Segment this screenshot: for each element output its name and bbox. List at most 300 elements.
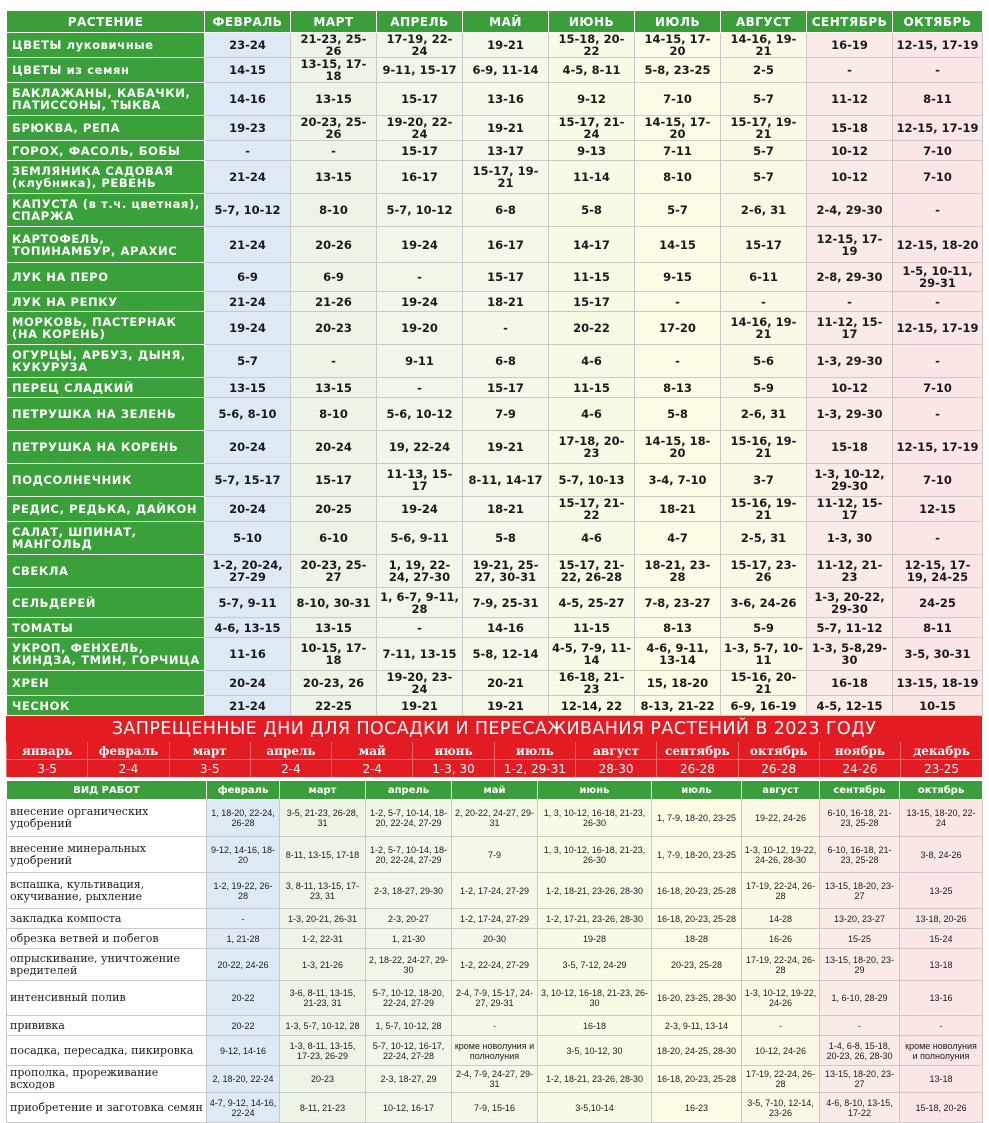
planting-dates-cell: 8-11 <box>893 618 983 638</box>
planting-dates-cell: 19-21 <box>377 696 463 716</box>
month-column-header: июнь <box>538 781 652 800</box>
work-dates-cell: 13-25 <box>900 873 983 909</box>
work-dates-cell: 1-3, 10-12, 19-22, 24-26, 28-30 <box>742 837 820 873</box>
planting-dates-cell: 14-16, 19-21 <box>721 312 807 345</box>
work-dates-cell: 1-2, 17-24, 27-29 <box>452 909 538 929</box>
plant-name: ПЕРЕЦ СЛАДКИЙ <box>7 378 205 398</box>
planting-dates-cell: - <box>291 141 377 161</box>
planting-dates-cell: 15-17, 19-21 <box>721 116 807 141</box>
planting-dates-cell: 2-5, 31 <box>721 522 807 555</box>
plant-name: УКРОП, ФЕНХЕЛЬ, КИНДЗА, ТМИН, ГОРЧИЦА <box>7 638 205 671</box>
planting-dates-cell: 7-11 <box>635 141 721 161</box>
work-dates-cell: 16-18 <box>538 1016 652 1036</box>
plant-column-header: РАСТЕНИЕ <box>7 11 205 33</box>
planting-dates-cell: 5-7 <box>721 141 807 161</box>
work-dates-cell: 1, 7-9, 18-20, 23-25 <box>652 800 742 837</box>
work-dates-cell: 1, 5-7, 10-12, 28 <box>366 1016 452 1036</box>
planting-dates-cell: 8-13 <box>635 618 721 638</box>
table-row <box>7 618 983 638</box>
work-dates-cell: 3-5, 7-12, 24-29 <box>538 949 652 981</box>
work-type: внесение минеральных удобрений <box>7 837 207 873</box>
work-type: посадка, пересадка, пикировка <box>7 1036 207 1066</box>
forbidden-days: 26-28 <box>738 760 819 778</box>
table-row <box>7 800 983 837</box>
work-dates-cell: 19-28 <box>538 929 652 949</box>
month-column-header: ИЮНЬ <box>549 11 635 33</box>
table-row <box>7 194 983 227</box>
planting-dates-cell: 20-22 <box>549 312 635 345</box>
work-dates-cell: 6-10, 16-18, 21-23, 25-28 <box>820 837 900 873</box>
planting-dates-cell: 5-7, 10-13 <box>549 464 635 497</box>
planting-dates-cell: 1-2, 20-24, 27-29 <box>205 555 291 588</box>
work-type: закладка компоста <box>7 909 207 929</box>
work-dates-cell: 8-11, 13-15, 17-18 <box>280 837 366 873</box>
planting-dates-cell: - <box>291 345 377 378</box>
planting-dates-cell: 5-7 <box>721 83 807 116</box>
plant-name: БАКЛАЖАНЫ, КАБАЧКИ, ПАТИССОНЫ, ТЫКВА <box>7 83 205 116</box>
works-header-row <box>7 781 983 800</box>
work-dates-cell: 3-5, 21-23, 26-28, 31 <box>280 800 366 837</box>
planting-dates-cell: 15-17, 19-21 <box>463 161 549 194</box>
plant-name: ЗЕМЛЯНИКА САДОВАЯ (клубника), РЕВЕНЬ <box>7 161 205 194</box>
planting-dates-cell: 5-8 <box>549 194 635 227</box>
work-dates-cell: 1-2, 5-7, 10-14, 18-20, 22-24, 27-29 <box>366 837 452 873</box>
work-dates-cell: - <box>820 1016 900 1036</box>
plant-name: МОРКОВЬ, ПАСТЕРНАК (НА КОРЕНЬ) <box>7 312 205 345</box>
planting-dates-cell: 20-25 <box>291 497 377 522</box>
work-type: обрезка ветвей и побегов <box>7 929 207 949</box>
forbidden-days: 2-4 <box>250 760 331 778</box>
planting-dates-cell: 16-18, 21-23 <box>549 671 635 696</box>
planting-dates-cell: 5-7, 10-12 <box>205 194 291 227</box>
work-dates-cell: 1-3, 10-12, 19-22, 24-26 <box>742 981 820 1016</box>
planting-dates-cell: 8-13, 21-22 <box>635 696 721 716</box>
forbidden-days: 2-4 <box>332 760 413 778</box>
planting-dates-cell: 8-10 <box>291 194 377 227</box>
table-row <box>7 909 983 929</box>
planting-dates-cell: 21-23, 25-26 <box>291 33 377 58</box>
forbidden-months-row <box>7 742 983 760</box>
plant-name: ЦВЕТЫ луковичные <box>7 33 205 58</box>
work-dates-cell: 10-12, 16-17 <box>366 1093 452 1123</box>
plant-name: ЛУК НА ПЕРО <box>7 263 205 292</box>
table-row <box>7 1093 983 1123</box>
work-dates-cell: 3-5, 7-10, 12-14, 23-26 <box>742 1093 820 1123</box>
planting-dates-cell: 17-20 <box>635 312 721 345</box>
planting-dates-cell: 21-24 <box>205 161 291 194</box>
work-type: опрыскивание, уничтожение вредителей <box>7 949 207 981</box>
work-dates-cell: 1-2, 17-21, 23-26, 28-30 <box>538 909 652 929</box>
work-dates-cell: 17-19, 22-24, 26-28 <box>742 1066 820 1093</box>
planting-dates-cell: 14-16 <box>463 618 549 638</box>
table-row <box>7 981 983 1016</box>
table-row <box>7 1016 983 1036</box>
planting-dates-cell: 13-15 <box>205 378 291 398</box>
table-row <box>7 929 983 949</box>
plant-name: ЛУК НА РЕПКУ <box>7 292 205 312</box>
planting-dates-cell: 18-21 <box>463 497 549 522</box>
planting-dates-cell: 9-13 <box>549 141 635 161</box>
planting-dates-cell: 15-18 <box>807 431 893 464</box>
planting-dates-cell: 14-15, 17-20 <box>635 33 721 58</box>
work-dates-cell: 9-12, 14-16, 18-20 <box>207 837 280 873</box>
planting-dates-cell: 21-24 <box>205 292 291 312</box>
plant-name: ЧЕСНОК <box>7 696 205 716</box>
month-column-header: февраль <box>207 781 280 800</box>
planting-dates-cell: - <box>893 522 983 555</box>
table-row <box>7 1036 983 1066</box>
planting-dates-cell: 6-9 <box>291 263 377 292</box>
planting-table <box>6 10 983 716</box>
work-dates-cell: 16-20, 23-25, 28-30 <box>652 981 742 1016</box>
work-dates-cell: 16-18, 20-23, 25-28 <box>652 873 742 909</box>
work-dates-cell: кроме новолуния и полнолуния <box>900 1036 983 1066</box>
month-column-header: август <box>742 781 820 800</box>
planting-dates-cell: 7-10 <box>893 378 983 398</box>
planting-dates-cell: 11-12, 15-17 <box>807 312 893 345</box>
planting-dates-cell: 15-17 <box>463 378 549 398</box>
planting-dates-cell: 24-25 <box>893 588 983 618</box>
forbidden-month: декабрь <box>901 742 982 760</box>
forbidden-days: 24-26 <box>819 760 900 778</box>
work-dates-cell: 2-3, 9-11, 13-14 <box>652 1016 742 1036</box>
planting-dates-cell: 11-12, 21-23 <box>807 555 893 588</box>
planting-dates-cell: 14-15 <box>635 227 721 263</box>
month-column-header: ИЮЛЬ <box>635 11 721 33</box>
table-row <box>7 671 983 696</box>
planting-dates-cell: 21-26 <box>291 292 377 312</box>
planting-dates-cell: - <box>377 263 463 292</box>
planting-dates-cell: 20-23, 25-27 <box>291 555 377 588</box>
planting-dates-cell: 17-18, 20-23 <box>549 431 635 464</box>
planting-dates-cell: 12-15, 17-19 <box>893 116 983 141</box>
planting-dates-cell: 5-7 <box>721 161 807 194</box>
planting-dates-cell: 19-21 <box>463 431 549 464</box>
table-row <box>7 837 983 873</box>
plant-name: СЕЛЬДЕРЕЙ <box>7 588 205 618</box>
table-row <box>7 345 983 378</box>
planting-dates-cell: 15, 18-20 <box>635 671 721 696</box>
planting-dates-cell: 7-10 <box>893 161 983 194</box>
table-row <box>7 949 983 981</box>
work-dates-cell: 3-6, 8-11, 13-15, 21-23, 31 <box>280 981 366 1016</box>
planting-dates-cell: 9-12 <box>549 83 635 116</box>
work-dates-cell: 1, 7-9, 18-20, 23-25 <box>652 837 742 873</box>
planting-dates-cell: 21-24 <box>205 227 291 263</box>
table-row <box>7 312 983 345</box>
planting-dates-cell: 8-11, 14-17 <box>463 464 549 497</box>
work-dates-cell: 15-25 <box>820 929 900 949</box>
planting-dates-cell: 20-26 <box>291 227 377 263</box>
work-type: интенсивный полив <box>7 981 207 1016</box>
month-column-header: МАРТ <box>291 11 377 33</box>
work-dates-cell: 2, 20-22, 24-27, 29-31 <box>452 800 538 837</box>
planting-dates-cell: 15-17, 23-26 <box>721 555 807 588</box>
planting-dates-cell: 1, 6-7, 9-11, 28 <box>377 588 463 618</box>
planting-dates-cell: 15-17 <box>463 263 549 292</box>
work-dates-cell: 13-20, 23-27 <box>820 909 900 929</box>
month-column-header: ОКТЯБРЬ <box>893 11 983 33</box>
planting-dates-cell: 11-15 <box>549 378 635 398</box>
work-dates-cell: 4-6, 8-10, 13-15, 17-22 <box>820 1093 900 1123</box>
table-row <box>7 1066 983 1093</box>
planting-dates-cell: 3-4, 7-10 <box>635 464 721 497</box>
table-row <box>7 33 983 58</box>
work-dates-cell: - <box>452 1016 538 1036</box>
work-dates-cell: 2-3, 20-27 <box>366 909 452 929</box>
planting-dates-cell: 19-24 <box>377 227 463 263</box>
planting-dates-cell: 19-24 <box>377 292 463 312</box>
forbidden-days: 1-2, 29-31 <box>494 760 575 778</box>
planting-dates-cell: 15-17 <box>377 141 463 161</box>
planting-dates-cell: - <box>635 292 721 312</box>
planting-dates-cell: 19-20, 22-24 <box>377 116 463 141</box>
forbidden-month: август <box>575 742 656 760</box>
work-dates-cell: 17-19, 22-24, 26-28 <box>742 949 820 981</box>
planting-dates-cell: 8-11 <box>893 83 983 116</box>
forbidden-days: 26-28 <box>657 760 738 778</box>
planting-dates-cell: 20-24 <box>205 671 291 696</box>
planting-dates-cell: 19, 22-24 <box>377 431 463 464</box>
planting-dates-cell: 3-5, 30-31 <box>893 638 983 671</box>
table-row <box>7 263 983 292</box>
planting-dates-cell: 1-3, 10-12, 29-30 <box>807 464 893 497</box>
planting-dates-cell: 8-13 <box>635 378 721 398</box>
forbidden-month: январь <box>7 742 88 760</box>
plant-name: ОГУРЦЫ, АРБУЗ, ДЫНЯ, КУКУРУЗА <box>7 345 205 378</box>
work-dates-cell: 20-23, 25-28 <box>652 949 742 981</box>
planting-dates-cell: 19-21, 25-27, 30-31 <box>463 555 549 588</box>
planting-dates-cell: 12-15, 17-19, 24-25 <box>893 555 983 588</box>
planting-dates-cell: 1-3, 30 <box>807 522 893 555</box>
planting-dates-cell: 12-15, 17-19 <box>807 227 893 263</box>
work-dates-cell: 16-18, 20-23, 25-28 <box>652 1066 742 1093</box>
planting-dates-cell: 6-9, 16-19 <box>721 696 807 716</box>
planting-dates-cell: 6-9 <box>205 263 291 292</box>
planting-dates-cell: 5-8, 23-25 <box>635 58 721 83</box>
forbidden-days: 3-5 <box>7 760 88 778</box>
work-dates-cell: - <box>207 909 280 929</box>
table-row <box>7 116 983 141</box>
month-column-header: СЕНТЯБРЬ <box>807 11 893 33</box>
planting-dates-cell: - <box>721 292 807 312</box>
plant-name: РЕДИС, РЕДЬКА, ДАЙКОН <box>7 497 205 522</box>
work-dates-cell: 1, 18-20, 22-24, 26-28 <box>207 800 280 837</box>
planting-dates-cell: 6-11 <box>721 263 807 292</box>
work-dates-cell: 3-8, 24-26 <box>900 837 983 873</box>
work-type: приобретение и заготовка семян <box>7 1093 207 1123</box>
forbidden-month: октябрь <box>738 742 819 760</box>
work-dates-cell: 1, 3, 10-12, 16-18, 21-23, 26-30 <box>538 800 652 837</box>
work-dates-cell: 20-22, 24-26 <box>207 949 280 981</box>
works-table <box>6 780 983 1123</box>
planting-dates-cell: 12-14, 22 <box>549 696 635 716</box>
planting-dates-cell: 4-6 <box>549 522 635 555</box>
planting-dates-cell: 9-11 <box>377 345 463 378</box>
planting-dates-cell: 4-5, 8-11 <box>549 58 635 83</box>
planting-dates-cell: 23-24 <box>205 33 291 58</box>
planting-dates-cell: 7-10 <box>635 83 721 116</box>
work-type: внесение органических удобрений <box>7 800 207 837</box>
planting-dates-cell: 12-15, 17-19 <box>893 312 983 345</box>
work-dates-cell: 6-10, 16-18, 21-23, 25-28 <box>820 800 900 837</box>
plant-name: ЦВЕТЫ из семян <box>7 58 205 83</box>
planting-dates-cell: 13-15 <box>291 161 377 194</box>
planting-dates-cell: 10-12 <box>807 378 893 398</box>
work-dates-cell: 1, 3, 10-12, 16-18, 21-23, 26-30 <box>538 837 652 873</box>
work-dates-cell: 2, 18-22, 24-27, 29-30 <box>366 949 452 981</box>
table-row <box>7 638 983 671</box>
planting-dates-cell: - <box>893 194 983 227</box>
planting-dates-cell: - <box>893 292 983 312</box>
planting-dates-cell: 5-8 <box>635 398 721 431</box>
planting-dates-cell: 13-16 <box>463 83 549 116</box>
planting-dates-cell: 7-10 <box>893 141 983 161</box>
work-dates-cell: 1-3, 5-7, 10-12, 28 <box>280 1016 366 1036</box>
planting-dates-cell: 20-24 <box>291 431 377 464</box>
work-dates-cell: кроме новолуния и полнолуния <box>452 1036 538 1066</box>
work-dates-cell: 1-3, 8-11, 13-15, 17-23, 26-29 <box>280 1036 366 1066</box>
planting-dates-cell: 8-10 <box>291 398 377 431</box>
planting-dates-cell: 13-15 <box>291 83 377 116</box>
planting-dates-cell: 15-18, 20-22 <box>549 33 635 58</box>
planting-dates-cell: 15-17 <box>549 292 635 312</box>
work-dates-cell: 20-30 <box>452 929 538 949</box>
work-column-header: ВИД РАБОТ <box>7 781 207 800</box>
month-column-header: май <box>452 781 538 800</box>
table-row <box>7 873 983 909</box>
work-dates-cell: - <box>742 1016 820 1036</box>
planting-dates-cell: - <box>893 345 983 378</box>
forbidden-month: сентябрь <box>657 742 738 760</box>
planting-dates-cell: 11-16 <box>205 638 291 671</box>
planting-dates-cell: 15-16, 19-21 <box>721 497 807 522</box>
planting-dates-cell: 16-19 <box>807 33 893 58</box>
work-dates-cell: 19-22, 24-26 <box>742 800 820 837</box>
planting-dates-cell: 1-3, 5-8,29-30 <box>807 638 893 671</box>
planting-dates-cell: 11-15 <box>549 263 635 292</box>
planting-dates-cell: 5-7, 15-17 <box>205 464 291 497</box>
plant-name: ПЕТРУШКА НА КОРЕНЬ <box>7 431 205 464</box>
planting-dates-cell: 16-17 <box>463 227 549 263</box>
planting-dates-cell: 2-6, 31 <box>721 194 807 227</box>
plant-name: ПОДСОЛНЕЧНИК <box>7 464 205 497</box>
planting-dates-cell: 3-6, 24-26 <box>721 588 807 618</box>
plant-name: ТОМАТЫ <box>7 618 205 638</box>
table-row <box>7 464 983 497</box>
work-dates-cell: 13-18, 20-26 <box>900 909 983 929</box>
work-dates-cell: 18-20, 24-25, 28-30 <box>652 1036 742 1066</box>
planting-dates-cell: 6-10 <box>291 522 377 555</box>
planting-dates-cell: 19-21 <box>463 696 549 716</box>
planting-dates-cell: 1-3, 20-22, 29-30 <box>807 588 893 618</box>
planting-dates-cell: 19-23 <box>205 116 291 141</box>
planting-dates-cell: 12-15 <box>893 497 983 522</box>
planting-dates-cell: 2-6, 31 <box>721 398 807 431</box>
planting-dates-cell: 2-5 <box>721 58 807 83</box>
work-type: вспашка, культивация, окучивание, рыхление <box>7 873 207 909</box>
planting-dates-cell: 14-15, 17-20 <box>635 116 721 141</box>
planting-dates-cell: 5-7, 10-12 <box>377 194 463 227</box>
work-dates-cell: 1-3, 21-26 <box>280 949 366 981</box>
planting-dates-cell: 7-8, 23-27 <box>635 588 721 618</box>
work-dates-cell: 5-7, 10-12, 16-17, 22-24, 27-28 <box>366 1036 452 1066</box>
planting-dates-cell: 9-11, 15-17 <box>377 58 463 83</box>
planting-dates-cell: 7-9, 25-31 <box>463 588 549 618</box>
work-dates-cell: 15-24 <box>900 929 983 949</box>
work-dates-cell: 16-23 <box>652 1093 742 1123</box>
planting-dates-cell: 19-21 <box>463 116 549 141</box>
planting-dates-cell: 20-23, 26 <box>291 671 377 696</box>
plant-name: ПЕТРУШКА НА ЗЕЛЕНЬ <box>7 398 205 431</box>
table-row <box>7 431 983 464</box>
month-column-header: ФЕВРАЛЬ <box>205 11 291 33</box>
plant-name: ГОРОХ, ФАСОЛЬ, БОБЫ <box>7 141 205 161</box>
planting-dates-cell: 13-17 <box>463 141 549 161</box>
planting-dates-cell: 5-7 <box>635 194 721 227</box>
planting-dates-cell: 9-15 <box>635 263 721 292</box>
planting-dates-cell: 15-16, 19-21 <box>721 431 807 464</box>
work-dates-cell: 1, 6-10, 28-29 <box>820 981 900 1016</box>
planting-dates-cell: 15-17, 21-22 <box>549 497 635 522</box>
planting-dates-cell: 5-6, 10-12 <box>377 398 463 431</box>
planting-dates-cell: 12-15, 17-19 <box>893 33 983 58</box>
work-dates-cell: 2-4, 7-9, 24-27, 29-31 <box>452 1066 538 1093</box>
work-dates-cell: 9-12, 14-16 <box>207 1036 280 1066</box>
planting-dates-cell: - <box>807 292 893 312</box>
planting-dates-cell: 1-5, 10-11, 29-31 <box>893 263 983 292</box>
planting-dates-cell: 7-11, 13-15 <box>377 638 463 671</box>
planting-dates-cell: - <box>893 58 983 83</box>
table-row <box>7 141 983 161</box>
work-dates-cell: 1-2, 18-21, 23-26, 28-30 <box>538 873 652 909</box>
planting-dates-cell: 15-17, 21-22, 26-28 <box>549 555 635 588</box>
planting-header-row <box>7 11 983 33</box>
work-dates-cell: 20-23 <box>280 1066 366 1093</box>
plant-name: КАРТОФЕЛЬ, ТОПИНАМБУР, АРАХИС <box>7 227 205 263</box>
planting-dates-cell: 5-8, 12-14 <box>463 638 549 671</box>
planting-dates-cell: 6-9, 11-14 <box>463 58 549 83</box>
work-dates-cell: 16-18, 20-23, 25-28 <box>652 909 742 929</box>
work-dates-cell: 13-15, 18-20, 23-29 <box>820 949 900 981</box>
planting-dates-cell: 2-8, 29-30 <box>807 263 893 292</box>
planting-dates-cell: 21-24 <box>205 696 291 716</box>
work-type: прополка, прореживание всходов <box>7 1066 207 1093</box>
table-row <box>7 497 983 522</box>
forbidden-days: 1-3, 30 <box>413 760 494 778</box>
planting-dates-cell: 4-6 <box>549 398 635 431</box>
planting-dates-cell: - <box>377 618 463 638</box>
table-row <box>7 555 983 588</box>
planting-dates-cell: 6-8 <box>463 194 549 227</box>
planting-dates-cell: 5-8 <box>463 522 549 555</box>
work-dates-cell: 7-9, 15-16 <box>452 1093 538 1123</box>
work-dates-cell: 3-5, 10-12, 30 <box>538 1036 652 1066</box>
planting-dates-cell: 11-12 <box>807 83 893 116</box>
work-dates-cell: 8-11, 21-23 <box>280 1093 366 1123</box>
planting-dates-cell: 4-5, 7-9, 11-14 <box>549 638 635 671</box>
table-row <box>7 292 983 312</box>
planting-dates-cell: 8-10 <box>635 161 721 194</box>
forbidden-month: февраль <box>88 742 169 760</box>
planting-dates-cell: 19-24 <box>377 497 463 522</box>
planting-dates-cell: 14-17 <box>549 227 635 263</box>
work-dates-cell: 5-7, 10-12, 18-20, 22-24, 27-29 <box>366 981 452 1016</box>
planting-dates-cell: 13-15 <box>291 618 377 638</box>
work-dates-cell: 20-22 <box>207 981 280 1016</box>
forbidden-month: апрель <box>250 742 331 760</box>
forbidden-month: ноябрь <box>819 742 900 760</box>
